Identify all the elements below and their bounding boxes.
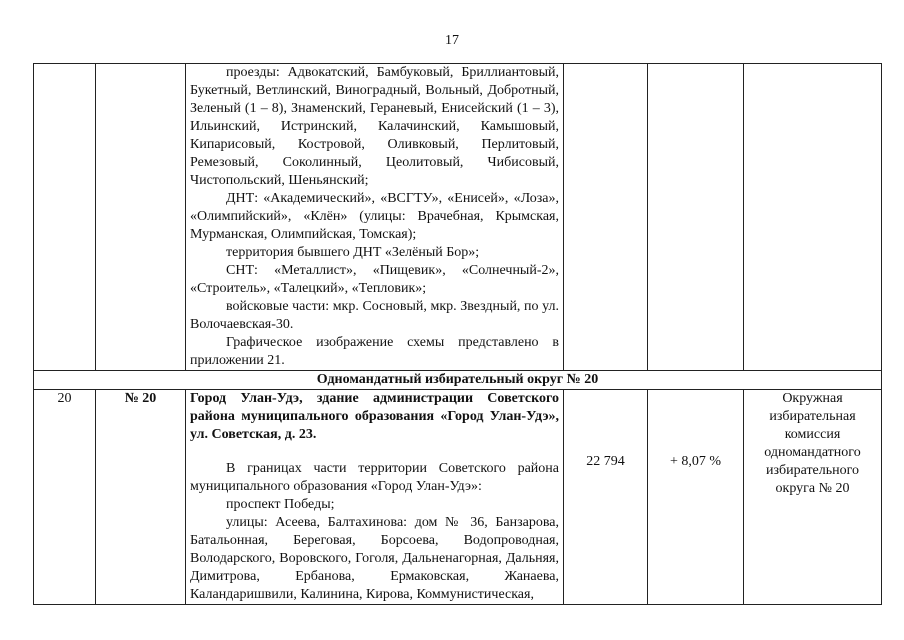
cell-voters [564,64,648,371]
cell-commission: Окружная избирательная комиссия одномандатного избирательного округа № 20 [744,390,882,605]
cell-district-no: № 20 [96,390,186,605]
cell-number: 20 [34,390,96,605]
paragraph-military: войсковые части: мкр. Сосновый, мкр. Звездный, по ул. Волочаевская-30. [190,299,559,332]
table-row [34,64,882,371]
district-header-row [34,371,882,390]
commission-location: Город Улан-Удэ, здание администрации Советского района муниципального образования «Город Улан-Удэ», ул. Советская, д. 23. [190,391,559,442]
cell-number [34,64,96,371]
cell-district-no [96,64,186,371]
paragraph-dnt: ДНТ: «Академический», «ВСГТУ», «Енисей», «Лоза», «Олимпийский», «Клён» (улицы: Врачебная, Крымская, Мурманская, Олимпийская, Томская); [190,191,559,242]
cell-description [186,390,564,605]
districts-table [33,63,882,605]
paragraph-territory: территория бывшего ДНТ «Зелёный Бор»; [226,245,480,260]
table-row [34,390,882,605]
cell-deviation [648,64,744,371]
cell-description [186,64,564,371]
cell-voters: 22 794 [564,390,648,605]
page-number: 17 [445,33,459,48]
paragraph-prospekt: проспект Победы; [226,497,335,512]
paragraph-streets: улицы: Асеева, Балтахинова: дом № 36, Банзарова, Батальонная, Береговая, Борсоева, Водопроводная, Володарского, Воровского, Гоголя, Дальненагорная, Дальняя, Димитрова, Ербанова, Ермаковская, Жанаева, Каландаришвили, Калинина, Кирова, Коммунистическая, [190,515,559,602]
district-header: Одномандатный избирательный округ № 20 [34,371,882,390]
paragraph-boundaries: В границах части территории Советского района муниципального образования «Город Улан-Удэ»: [190,461,559,494]
paragraph-streets: проезды: Адвокатский, Бамбуковый, Бриллиантовый, Букетный, Ветлинский, Виноградный, Вольный, Добротный, Зеленый (1 – 8), Знаменский, Гераневый, Енисейский (1 – 3), Ильинский, Истринский, Калачинский, Камышовый, Кипарисовый, Костровой, Оливковый, Перлитовый, Ремезовый, Соколинный, Цеолитовый, Чибисовый, Чистопольский, Шеньянский; [190,65,559,188]
cell-commission [744,64,882,371]
cell-deviation: + 8,07 % [648,390,744,605]
paragraph-snt: СНТ: «Металлист», «Пищевик», «Солнечный-2», «Строитель», «Талецкий», «Тепловик»; [190,263,559,296]
paragraph-appendix: Графическое изображение схемы представлено в приложении 21. [190,335,559,368]
